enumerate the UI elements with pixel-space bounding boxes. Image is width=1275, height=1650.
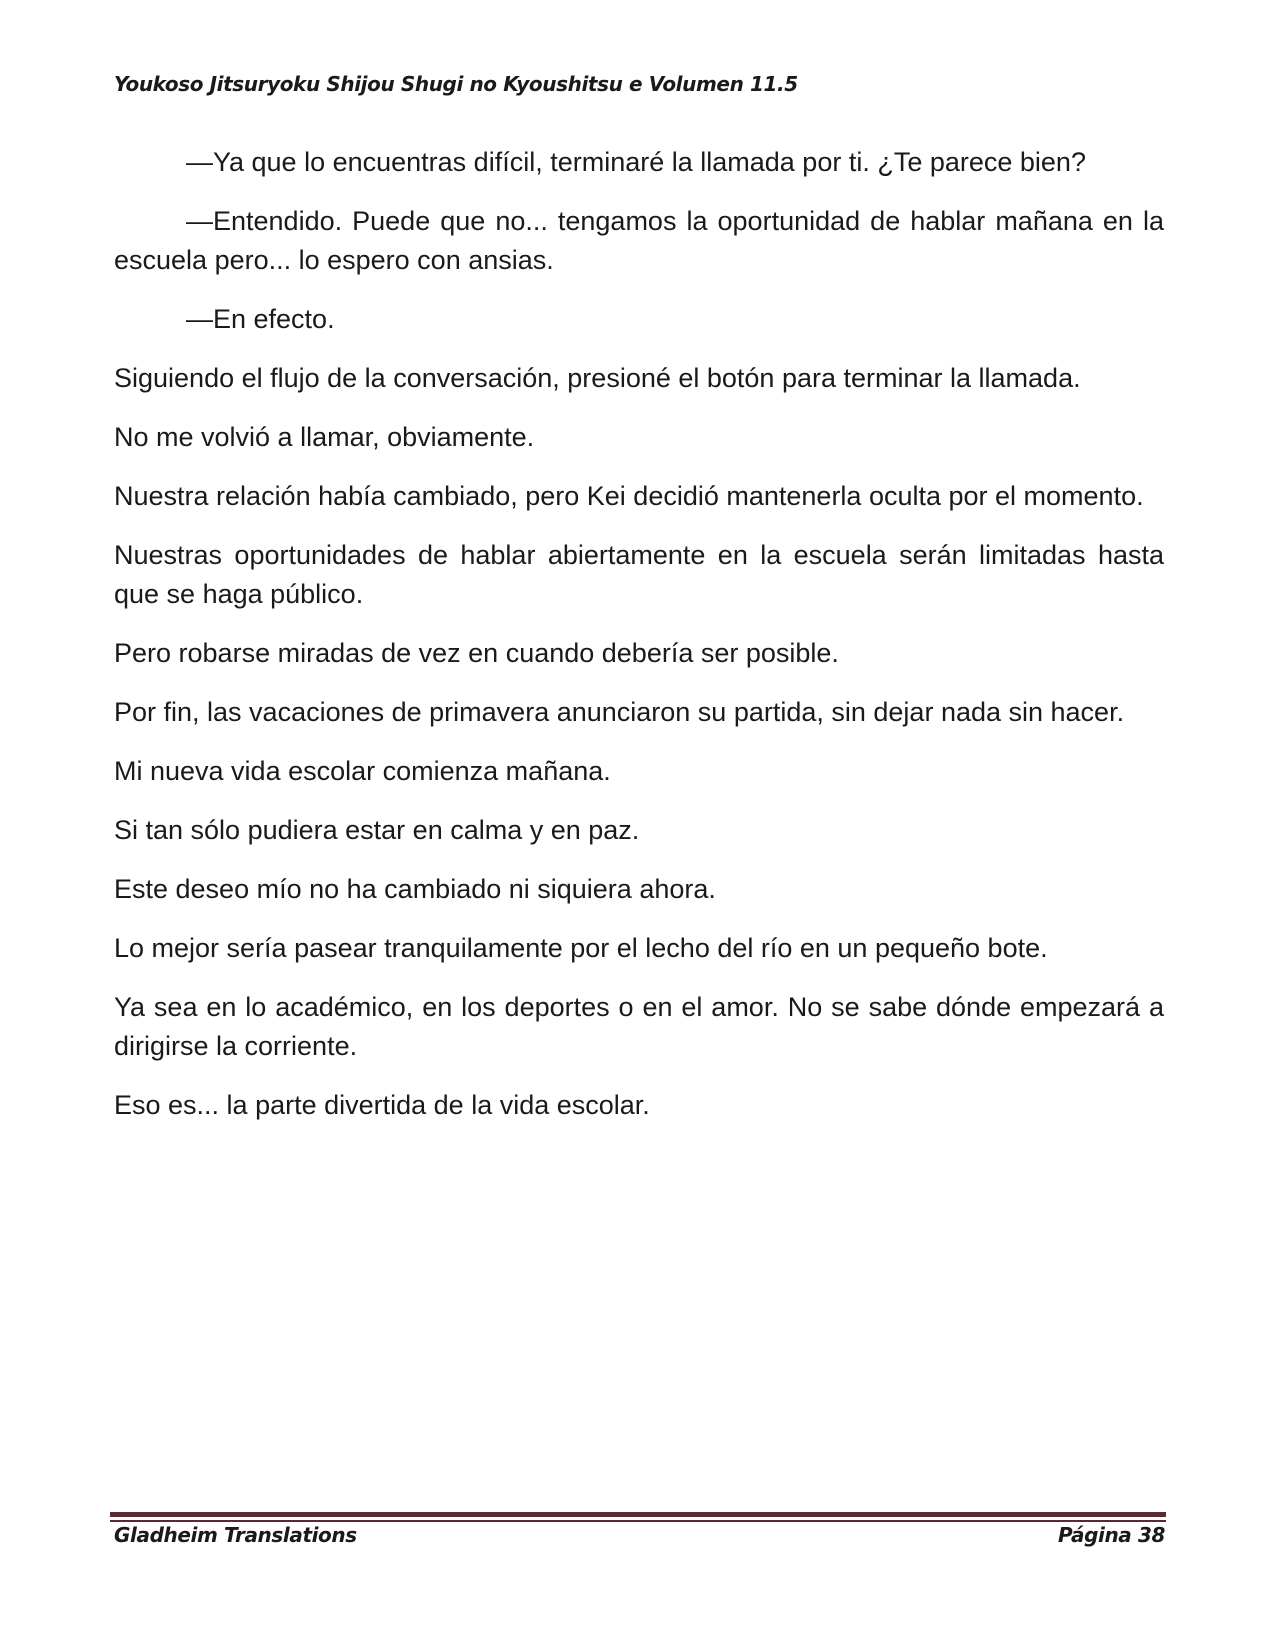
paragraph: Nuestra relación había cambiado, pero Kei decidió mantenerla oculta por el momento.	[114, 481, 1144, 511]
page-number: Página 38	[1058, 1523, 1165, 1547]
paragraph: Por fin, las vacaciones de primavera anunciaron su partida, sin dejar nada sin hacer.	[114, 697, 1125, 727]
paragraph: Lo mejor sería pasear tranquilamente por el lecho del río en un pequeño bote.	[114, 933, 1048, 963]
body-text	[114, 143, 1164, 1145]
paragraph: Mi nueva vida escolar comienza mañana.	[114, 756, 611, 786]
paragraph: —Ya que lo encuentras difícil, terminaré la llamada por ti. ¿Te parece bien?	[186, 147, 1086, 177]
running-header: Youkoso Jitsuryoku Shijou Shugi no Kyoushitsu e Volumen 11.5	[114, 72, 798, 96]
paragraph: Ya sea en lo académico, en los deportes o en el amor. No se sabe dónde empezará a dirigirse la corriente.	[114, 992, 1164, 1061]
footer-publisher: Gladheim Translations	[114, 1523, 357, 1547]
paragraph: Pero robarse miradas de vez en cuando debería ser posible.	[114, 638, 839, 668]
paragraph: Este deseo mío no ha cambiado ni siquiera ahora.	[114, 874, 716, 904]
paragraph: Siguiendo el flujo de la conversación, presioné el botón para terminar la llamada.	[114, 363, 1081, 393]
paragraph: —En efecto.	[186, 304, 335, 334]
footer-rule	[110, 1512, 1166, 1517]
paragraph: —Entendido. Puede que no... tengamos la oportunidad de hablar mañana en la escuela pero... lo espero con ansias.	[114, 206, 1164, 275]
paragraph: Si tan sólo pudiera estar en calma y en paz.	[114, 815, 640, 845]
paragraph: Eso es... la parte divertida de la vida escolar.	[114, 1090, 650, 1120]
paragraph: No me volvió a llamar, obviamente.	[114, 422, 535, 452]
footer-rule-thin	[110, 1520, 1166, 1522]
paragraph: Nuestras oportunidades de hablar abiertamente en la escuela serán limitadas hasta que se haga público.	[114, 540, 1164, 609]
